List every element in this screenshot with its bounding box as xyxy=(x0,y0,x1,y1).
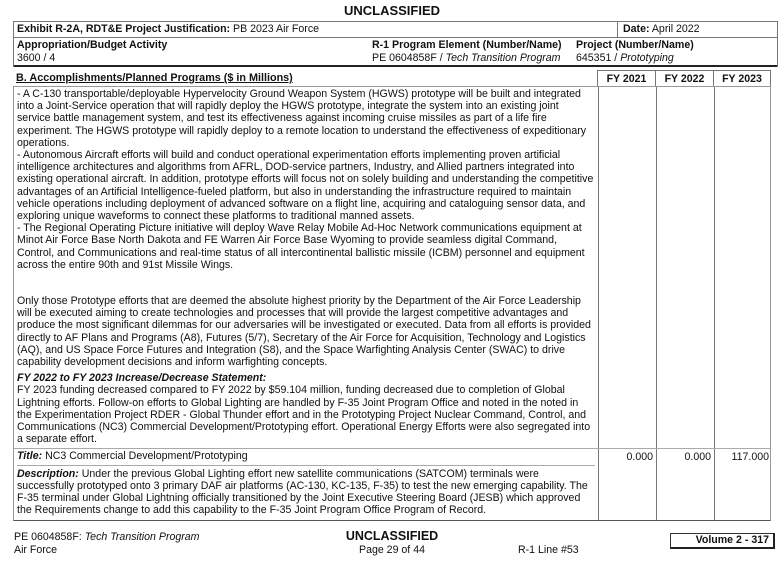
fy-header-2022: FY 2022 xyxy=(655,70,713,86)
program-element-cell xyxy=(369,38,573,65)
fy-header-2023: FY 2023 xyxy=(713,70,771,86)
page-footer xyxy=(13,529,771,563)
narrative-row xyxy=(14,87,770,448)
fy2023-empty-cell xyxy=(714,87,772,448)
fy2022-empty-cell xyxy=(656,87,714,448)
item-title-row xyxy=(17,450,595,465)
exhibit-label: Exhibit R-2A, RDT&E Project Justification: xyxy=(17,23,231,35)
footer-center xyxy=(13,529,771,557)
classification-banner-top: UNCLASSIFIED xyxy=(343,3,441,18)
project-cell xyxy=(573,38,777,65)
item-title-label: Title: xyxy=(17,450,43,463)
date-label: Date: xyxy=(623,23,650,35)
program-element-number: PE 0604858F / xyxy=(372,51,443,64)
description-label: Description: xyxy=(17,467,79,480)
paragraph-priority-efforts: Only those Prototype efforts that are deemed the absolute highest priority by the Department of the Air Force Leadership will be executed aiming to create technologies and processes that will provide the largest competitive advantages and produce the most significant dilemmas for our adversaries will be investigated or executed. Data from all efforts is provided directly to AF Plans and Programs (A8), Futures (5/7), Secretary of the Air Force for Acquisition, Technology and Logistics (AQ), and US Space Force Futures and Integration (S8), and the Space Warfighting Analysis Center (SWAC) to drive capability development decisions and inform warfighting concepts. xyxy=(17,295,591,369)
fy2022-amount: 0.000 xyxy=(656,449,714,519)
footer-pe-name: Tech Transition Program xyxy=(84,530,200,543)
increase-decrease-text: FY 2023 funding decreased compared to FY 2022 by $59.104 million, funding decreased due to completion of Global Lightning efforts. Follow-on efforts to Global Lighting are handled by F-35 Joint Program Office and noted in the noted in the Experimentation Project RDER - Global Thunder effort and in the Prototyping Project Nuclear Command, Control, and Communications (NC3) Commercial Development/Prototyping effort. Operational Energy Efforts were also segregated into a separate effort. xyxy=(17,384,591,446)
classification-banner-bottom: UNCLASSIFIED xyxy=(345,528,439,543)
section-b-title: B. Accomplishments/Planned Programs ($ in Millions) xyxy=(16,72,293,84)
section-b-body xyxy=(13,86,771,521)
appropriation-label: Appropriation/Budget Activity xyxy=(17,39,168,51)
section-b xyxy=(13,70,771,521)
paragraph-autonomous-aircraft: - Autonomous Aircraft efforts will build and conduct operational experimentation efforts implementing proven artificial intelligence architectures and algorithms from AFRL, DOD-service partners, Industry, and Allied partners integrated into existing operational aircraft. In addition, prototype efforts will focus not on solely building and understanding the competitive advantages of an Artificial Intelligence-fueled platform, but also in understanding the infrastructure required to maintain vehicle operations including deployment of advanced software on a flight line, acquiring and cataloguing sensor data, and exploring unique waveforms to connect these platforms to traditional manned assets. xyxy=(17,149,594,223)
exhibit-header xyxy=(13,21,778,67)
project-label: Project (Number/Name) xyxy=(576,39,694,51)
date-value: April 2022 xyxy=(651,23,700,35)
appropriation-value: 3600 / 4 xyxy=(17,51,56,64)
paragraph-regional-operating-picture: - The Regional Operating Picture initiative will deploy Wave Relay Mobile Ad-Hoc Network communications equipment at Minot Air Force Base North Dakota and FE Warren Air Force Base Wyoming to provide seamless digital Command, Control, and Communications and real-time status of all intercontinental ballistic missile (ICBM) personnel and equipment across the entire 90th and 91st Missile Wings. xyxy=(17,222,585,271)
program-element-label: R-1 Program Element (Number/Name) xyxy=(372,39,562,51)
footer-organization: Air Force xyxy=(14,543,57,556)
increase-decrease-heading: FY 2022 to FY 2023 Increase/Decrease Statement: xyxy=(17,372,267,385)
fy2023-amount: 117.000 xyxy=(714,449,772,519)
footer-page-number: Page 29 of 44 xyxy=(359,543,425,556)
appropriation-cell xyxy=(14,38,369,65)
item-text xyxy=(14,449,598,519)
project-name: Prototyping xyxy=(620,51,674,64)
fy2021-amount: 0.000 xyxy=(598,449,656,519)
fy-header-2021: FY 2021 xyxy=(597,70,655,86)
description-text: Under the previous Global Lighting effort new satellite communications (SATCOM) terminals were successfully prototyped onto 3 primary DAF air platforms (AC-130, KC-135, F-35) to test the new emerging capability. The F-35 terminal under Global Lightning officially transitioned by the Joint Executive Steering Board (JESB) which approved the Requirements change to add this capability to the F-35 Joint Program Office Program of Record. xyxy=(17,467,588,517)
footer-pe-number: PE 0604858F: xyxy=(14,530,82,543)
item-description xyxy=(17,468,595,517)
exhibit-title xyxy=(14,22,618,37)
program-element-name: Tech Transition Program xyxy=(445,51,561,64)
date-cell xyxy=(618,22,777,37)
footer-r1-line: R-1 Line #53 xyxy=(518,543,579,556)
fy2021-empty-cell xyxy=(598,87,656,448)
program-info-row xyxy=(14,38,777,67)
section-b-header-row xyxy=(13,70,771,86)
paragraph-hgws: - A C-130 transportable/deployable Hypervelocity Ground Weapon System (HGWS) prototype will be built and integrated into a Joint-Service operation that will rapidly deploy the HGWS prototype, integrate the system into an existing joint service battle management system, and test its effectiveness against incoming cruise missiles as part of a life fire experiment. The HGWS prototype will rapidly deploy to a remote location to understand the effectiveness of expeditionary operations. xyxy=(17,88,587,149)
exhibit-header-row xyxy=(14,22,777,38)
exhibit-value: PB 2023 Air Force xyxy=(233,23,320,35)
item-title-value: NC3 Commercial Development/Prototyping xyxy=(45,450,248,463)
project-number: 645351 / xyxy=(576,51,618,64)
item-row xyxy=(14,448,770,519)
accomplishments-text xyxy=(14,87,598,448)
footer-volume: Volume 2 - 317 xyxy=(670,533,775,549)
